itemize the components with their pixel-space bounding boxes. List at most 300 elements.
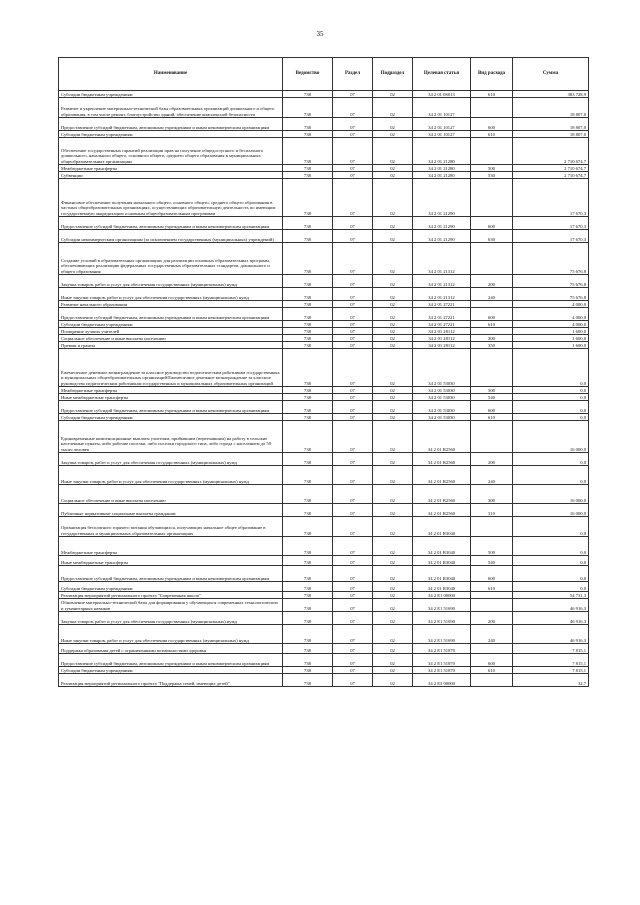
cell-section: 07	[333, 394, 373, 401]
table-row	[59, 485, 589, 504]
cell-subsection: 02	[373, 387, 413, 394]
cell-target-article: 34 2 E1 00000	[413, 592, 471, 599]
cell-section: 07	[333, 179, 373, 217]
cell-name: Субсидии бюджетным учреждениям	[59, 321, 283, 328]
budget-table	[58, 57, 589, 687]
cell-target-article: 34 2 01 R3040	[413, 517, 471, 537]
header-amount: Сумма	[513, 58, 589, 91]
cell-amount: 0,0	[513, 582, 589, 592]
cell-name: Закупка товаров, работ и услуг для обеспечения государственных (муниципальных) нужд	[59, 275, 283, 288]
cell-expense-type	[471, 98, 513, 118]
cell-department: 738	[283, 566, 333, 582]
cell-target-article: 34 2 01 R3040	[413, 566, 471, 582]
cell-subsection: 02	[373, 349, 413, 387]
cell-amount: 383 728,9	[513, 91, 589, 98]
cell-amount: 46 916,3	[513, 612, 589, 625]
header-expense-type: Вид расхода	[471, 58, 513, 91]
cell-target-article: 34 2 01 R2560	[413, 453, 471, 466]
cell-subsection: 02	[373, 537, 413, 556]
cell-department: 738	[283, 421, 333, 453]
cell-name: Организация бесплатного горячего питания обучающихся, получающих начальное общее образование в государственных и муниципальных образовательных организациях	[59, 517, 283, 537]
cell-department: 738	[283, 335, 333, 342]
table-row	[59, 243, 589, 275]
cell-amount: 7 815,1	[513, 644, 589, 654]
cell-name: Премии и гранты	[59, 342, 283, 349]
cell-target-article: 34 2 E1 51870	[413, 654, 471, 667]
cell-name: Субсидии бюджетным учреждениям	[59, 667, 283, 674]
cell-expense-type: 610	[471, 131, 513, 138]
cell-amount: 0,0	[513, 537, 589, 556]
cell-amount: 2 710 674,7	[513, 172, 589, 179]
header-department: Ведомство	[283, 58, 333, 91]
cell-section: 07	[333, 387, 373, 394]
cell-name: Публичные нормативные социальные выплаты гражданам	[59, 504, 283, 517]
cell-expense-type	[471, 349, 513, 387]
cell-target-article: 34 2 01 10127	[413, 118, 471, 131]
table-row	[59, 599, 589, 612]
cell-department: 738	[283, 387, 333, 394]
table-row	[59, 644, 589, 654]
cell-department: 738	[283, 504, 333, 517]
cell-expense-type	[471, 138, 513, 165]
cell-amount: 75 676,8	[513, 275, 589, 288]
cell-name: Иные межбюджетные трансферты	[59, 556, 283, 566]
cell-department: 738	[283, 230, 333, 243]
cell-section: 07	[333, 453, 373, 466]
cell-department: 738	[283, 308, 333, 321]
cell-name: Предоставление субсидий бюджетным, автономным учреждениям и иным некоммерческим организациям	[59, 654, 283, 667]
table-row	[59, 328, 589, 335]
cell-subsection: 02	[373, 288, 413, 301]
cell-section: 07	[333, 421, 373, 453]
cell-section: 07	[333, 644, 373, 654]
cell-amount: 0,0	[513, 414, 589, 421]
cell-expense-type: 240	[471, 466, 513, 485]
cell-department: 738	[283, 625, 333, 644]
cell-department: 738	[283, 342, 333, 349]
table-row	[59, 275, 589, 288]
cell-amount: 46 916,3	[513, 625, 589, 644]
cell-department: 738	[283, 394, 333, 401]
cell-subsection: 02	[373, 91, 413, 98]
cell-section: 07	[333, 414, 373, 421]
cell-expense-type: 600	[471, 308, 513, 321]
cell-section: 07	[333, 537, 373, 556]
cell-expense-type: 500	[471, 165, 513, 172]
cell-expense-type	[471, 243, 513, 275]
cell-expense-type: 350	[471, 342, 513, 349]
table-row	[59, 118, 589, 131]
cell-section: 07	[333, 165, 373, 172]
cell-name: Субвенции	[59, 172, 283, 179]
cell-name: Межбюджетные трансферты	[59, 165, 283, 172]
cell-amount: 32,7	[513, 674, 589, 687]
table-row	[59, 321, 589, 328]
table-row	[59, 582, 589, 592]
table-row	[59, 91, 589, 98]
cell-subsection: 02	[373, 453, 413, 466]
table-row	[59, 517, 589, 537]
cell-name: Предоставление субсидий бюджетным, автономным учреждениям и иным некоммерческим организациям	[59, 566, 283, 582]
table-row	[59, 466, 589, 485]
cell-target-article: 34 2 01 27221	[413, 308, 471, 321]
cell-department: 738	[283, 118, 333, 131]
cell-expense-type: 500	[471, 387, 513, 394]
cell-expense-type: 610	[471, 321, 513, 328]
cell-section: 07	[333, 401, 373, 414]
table-row	[59, 453, 589, 466]
cell-section: 07	[333, 328, 373, 335]
cell-subsection: 02	[373, 414, 413, 421]
cell-section: 07	[333, 217, 373, 230]
cell-name: Финансовое обеспечение получения начального общего, основного общего, среднего общего образования в частных общеобразовательных организациях, осуществляющих образовательную деятельность по имеющим государственную аккредитацию основным общеобразовательным программам	[59, 179, 283, 217]
table-body	[59, 91, 589, 687]
cell-subsection: 02	[373, 172, 413, 179]
cell-section: 07	[333, 599, 373, 612]
table-row	[59, 556, 589, 566]
table-row	[59, 654, 589, 667]
cell-section: 07	[333, 131, 373, 138]
cell-name: Иные межбюджетные трансферты	[59, 394, 283, 401]
cell-expense-type: 610	[471, 582, 513, 592]
cell-amount: 0,0	[513, 453, 589, 466]
cell-subsection: 02	[373, 566, 413, 582]
cell-expense-type: 300	[471, 485, 513, 504]
cell-amount: 2 710 674,7	[513, 138, 589, 165]
cell-target-article: 34 2 01 27221	[413, 301, 471, 308]
cell-target-article: 34 2 01 28112	[413, 335, 471, 342]
cell-department: 738	[283, 466, 333, 485]
cell-department: 738	[283, 172, 333, 179]
cell-department: 738	[283, 217, 333, 230]
cell-target-article: 34 2 E1 51690	[413, 599, 471, 612]
cell-expense-type	[471, 328, 513, 335]
cell-expense-type	[471, 644, 513, 654]
cell-subsection: 02	[373, 308, 413, 321]
cell-amount: 0,0	[513, 401, 589, 414]
cell-expense-type: 540	[471, 394, 513, 401]
cell-expense-type	[471, 301, 513, 308]
cell-expense-type	[471, 179, 513, 217]
cell-section: 07	[333, 566, 373, 582]
cell-department: 738	[283, 349, 333, 387]
cell-target-article: 34 2 01 53030	[413, 387, 471, 394]
cell-department: 738	[283, 243, 333, 275]
cell-target-article: 34 2 01 53030	[413, 349, 471, 387]
cell-target-article: 34 2 01 R3040	[413, 556, 471, 566]
cell-subsection: 02	[373, 485, 413, 504]
table-row	[59, 172, 589, 179]
cell-amount: 0,0	[513, 566, 589, 582]
cell-department: 738	[283, 644, 333, 654]
cell-subsection: 02	[373, 321, 413, 328]
cell-target-article: 34 2 01 R2560	[413, 485, 471, 504]
cell-subsection: 02	[373, 335, 413, 342]
cell-target-article: 34 2 01 21290	[413, 217, 471, 230]
cell-amount: 54 731,3	[513, 592, 589, 599]
cell-section: 07	[333, 172, 373, 179]
cell-department: 738	[283, 131, 333, 138]
cell-amount: 7 815,1	[513, 667, 589, 674]
cell-section: 07	[333, 98, 373, 118]
cell-section: 07	[333, 582, 373, 592]
cell-target-article: 34 2 01 53030	[413, 394, 471, 401]
table-row	[59, 421, 589, 453]
cell-section: 07	[333, 230, 373, 243]
cell-target-article: 34 2 01 21280	[413, 172, 471, 179]
cell-section: 07	[333, 275, 373, 288]
cell-subsection: 02	[373, 131, 413, 138]
cell-amount: 16 000,0	[513, 504, 589, 517]
cell-section: 07	[333, 592, 373, 599]
cell-subsection: 02	[373, 179, 413, 217]
cell-subsection: 02	[373, 394, 413, 401]
cell-expense-type: 600	[471, 217, 513, 230]
cell-expense-type: 310	[471, 504, 513, 517]
table-row	[59, 301, 589, 308]
cell-department: 738	[283, 179, 333, 217]
cell-expense-type: 540	[471, 556, 513, 566]
cell-department: 738	[283, 414, 333, 421]
cell-amount: 17 670,3	[513, 179, 589, 217]
cell-expense-type: 600	[471, 118, 513, 131]
table-row	[59, 138, 589, 165]
table-row	[59, 308, 589, 321]
cell-department: 738	[283, 138, 333, 165]
cell-name: Единовременные компенсационные выплаты учителям, прибывшим (переехавшим) на работу в сельские населенные пункты, либо рабочие поселки, либо поселки городского типа, либо города с населением до 50 тысяч человек	[59, 421, 283, 453]
cell-name: Иные закупки товаров, работ и услуг для обеспечения государственных (муниципальных) нужд	[59, 288, 283, 301]
cell-expense-type	[471, 517, 513, 537]
cell-amount: 4 000,0	[513, 308, 589, 321]
cell-subsection: 02	[373, 466, 413, 485]
cell-target-article: 34 2 E1 51870	[413, 667, 471, 674]
cell-target-article: 34 2 01 10127	[413, 131, 471, 138]
cell-subsection: 02	[373, 556, 413, 566]
table-row	[59, 667, 589, 674]
cell-subsection: 02	[373, 165, 413, 172]
cell-section: 07	[333, 349, 373, 387]
table-row	[59, 414, 589, 421]
cell-section: 07	[333, 321, 373, 328]
table-row	[59, 98, 589, 118]
cell-name: Развитие начального образования	[59, 301, 283, 308]
cell-subsection: 02	[373, 612, 413, 625]
cell-section: 07	[333, 288, 373, 301]
cell-department: 738	[283, 517, 333, 537]
cell-name: Предоставление субсидий бюджетным, автономным учреждениям и иным некоммерческим организациям	[59, 118, 283, 131]
table-row	[59, 230, 589, 243]
cell-target-article: 34 2 01 R3040	[413, 537, 471, 556]
cell-amount: 7 815,1	[513, 654, 589, 667]
cell-target-article: 34 2 01 53030	[413, 414, 471, 421]
cell-amount: 0,0	[513, 517, 589, 537]
cell-name: Реализация мероприятий регионального проекта "Современная школа"	[59, 592, 283, 599]
table-row	[59, 674, 589, 687]
cell-target-article: 34 2 E1 51690	[413, 612, 471, 625]
cell-amount: 75 676,8	[513, 288, 589, 301]
cell-target-article: 34 2 01 28112	[413, 342, 471, 349]
cell-name: Поощрение лучших учителей	[59, 328, 283, 335]
cell-expense-type: 610	[471, 91, 513, 98]
cell-expense-type: 240	[471, 288, 513, 301]
cell-target-article: 34 2 01 10127	[413, 98, 471, 118]
cell-department: 738	[283, 321, 333, 328]
cell-name: Субсидии бюджетным учреждениям	[59, 582, 283, 592]
cell-amount: 0,0	[513, 556, 589, 566]
cell-expense-type: 500	[471, 537, 513, 556]
cell-expense-type	[471, 674, 513, 687]
cell-subsection: 02	[373, 625, 413, 644]
cell-section: 07	[333, 118, 373, 131]
cell-name: Иные закупки товаров, работ и услуг для обеспечения государственных (муниципальных) нужд	[59, 625, 283, 644]
cell-department: 738	[283, 453, 333, 466]
cell-target-article: 34 2 01 0S013	[413, 91, 471, 98]
cell-expense-type: 610	[471, 414, 513, 421]
cell-amount: 17 670,3	[513, 230, 589, 243]
cell-subsection: 02	[373, 275, 413, 288]
cell-name: Обеспечение государственных гарантий реализации прав на получение общедоступного и бесплатного дошкольного, начального общего, основного общего, среднего общего образования в муниципальных общеобразовательных организациях	[59, 138, 283, 165]
cell-section: 07	[333, 485, 373, 504]
table-row	[59, 349, 589, 387]
cell-department: 738	[283, 328, 333, 335]
cell-section: 07	[333, 91, 373, 98]
cell-department: 738	[283, 91, 333, 98]
cell-department: 738	[283, 654, 333, 667]
cell-section: 07	[333, 612, 373, 625]
cell-amount: 18 807,0	[513, 98, 589, 118]
cell-target-article: 34 2 01 R2560	[413, 504, 471, 517]
cell-target-article: 34 2 E3 00000	[413, 674, 471, 687]
cell-department: 738	[283, 537, 333, 556]
cell-target-article: 34 2 01 27221	[413, 321, 471, 328]
cell-department: 738	[283, 612, 333, 625]
table-row	[59, 165, 589, 172]
cell-expense-type: 600	[471, 654, 513, 667]
table-row	[59, 537, 589, 556]
table-row	[59, 401, 589, 414]
cell-subsection: 02	[373, 118, 413, 131]
cell-amount: 16 000,0	[513, 421, 589, 453]
cell-amount: 46 916,3	[513, 599, 589, 612]
cell-department: 738	[283, 556, 333, 566]
cell-expense-type: 610	[471, 667, 513, 674]
header-name: Наименование	[59, 58, 283, 91]
cell-section: 07	[333, 556, 373, 566]
cell-target-article: 34 2 E1 51870	[413, 644, 471, 654]
cell-amount: 16 000,0	[513, 485, 589, 504]
cell-name: Закупка товаров, работ и услуг для обеспечения государственных (муниципальных) нужд	[59, 453, 283, 466]
cell-subsection: 02	[373, 667, 413, 674]
cell-name: Межбюджетные трансферты	[59, 537, 283, 556]
cell-name: Субсидии бюджетным учреждениям	[59, 414, 283, 421]
cell-target-article: 34 2 01 21290	[413, 179, 471, 217]
header-section: Раздел	[333, 58, 373, 91]
cell-subsection: 02	[373, 421, 413, 453]
cell-amount: 0,0	[513, 349, 589, 387]
table-row	[59, 387, 589, 394]
cell-amount: 18 807,0	[513, 118, 589, 131]
cell-amount: 75 676,8	[513, 243, 589, 275]
cell-department: 738	[283, 592, 333, 599]
cell-subsection: 02	[373, 504, 413, 517]
cell-subsection: 02	[373, 98, 413, 118]
cell-department: 738	[283, 485, 333, 504]
cell-subsection: 02	[373, 674, 413, 687]
cell-section: 07	[333, 674, 373, 687]
cell-name: Обновление материально-технической базы для формирования у обучающихся современных технологических и гуманитарных навыков	[59, 599, 283, 612]
cell-subsection: 02	[373, 582, 413, 592]
cell-amount: 1 600,0	[513, 328, 589, 335]
cell-amount: 1 600,0	[513, 342, 589, 349]
table-row	[59, 335, 589, 342]
table-row	[59, 394, 589, 401]
cell-subsection: 02	[373, 230, 413, 243]
cell-department: 738	[283, 288, 333, 301]
cell-subsection: 02	[373, 517, 413, 537]
cell-amount: 17 670,3	[513, 217, 589, 230]
cell-amount: 4 000,0	[513, 301, 589, 308]
table-row	[59, 592, 589, 599]
table-row	[59, 342, 589, 349]
cell-amount: 0,0	[513, 394, 589, 401]
cell-department: 738	[283, 275, 333, 288]
cell-subsection: 02	[373, 599, 413, 612]
cell-target-article: 34 2 01 21312	[413, 243, 471, 275]
cell-amount: 0,0	[513, 387, 589, 394]
cell-name: Субсидии некоммерческим организациям (за исключением государственных (муниципальных) учреждений)	[59, 230, 283, 243]
cell-name: Субсидии бюджетным учреждениям	[59, 91, 283, 98]
cell-target-article: 34 2 E1 51690	[413, 625, 471, 644]
cell-name: Поддержка образования детей с ограниченными возможностями здоровья	[59, 644, 283, 654]
cell-name: Предоставление субсидий бюджетным, автономным учреждениям и иным некоммерческим организациям	[59, 308, 283, 321]
cell-target-article: 34 2 01 21280	[413, 165, 471, 172]
cell-section: 07	[333, 517, 373, 537]
cell-name: Социальное обеспечение и иные выплаты населению	[59, 335, 283, 342]
cell-expense-type: 600	[471, 566, 513, 582]
cell-department: 738	[283, 599, 333, 612]
cell-name: Реализация мероприятий регионального проекта "Поддержка семей, имеющих детей"	[59, 674, 283, 687]
cell-section: 07	[333, 342, 373, 349]
table-row	[59, 131, 589, 138]
cell-department: 738	[283, 582, 333, 592]
table-row	[59, 217, 589, 230]
cell-section: 07	[333, 243, 373, 275]
cell-department: 738	[283, 667, 333, 674]
cell-expense-type	[471, 421, 513, 453]
cell-amount: 4 000,0	[513, 321, 589, 328]
cell-section: 07	[333, 308, 373, 321]
cell-name: Закупка товаров, работ и услуг для обеспечения государственных (муниципальных) нужд	[59, 612, 283, 625]
cell-subsection: 02	[373, 401, 413, 414]
cell-expense-type: 600	[471, 401, 513, 414]
table-row	[59, 179, 589, 217]
cell-section: 07	[333, 504, 373, 517]
cell-target-article: 34 2 01 R2560	[413, 421, 471, 453]
cell-amount: 0,0	[513, 466, 589, 485]
cell-subsection: 02	[373, 217, 413, 230]
cell-target-article: 34 2 01 53030	[413, 401, 471, 414]
cell-expense-type: 300	[471, 335, 513, 342]
cell-expense-type: 200	[471, 612, 513, 625]
cell-subsection: 02	[373, 592, 413, 599]
cell-department: 738	[283, 674, 333, 687]
cell-section: 07	[333, 625, 373, 644]
cell-subsection: 02	[373, 243, 413, 275]
cell-expense-type: 200	[471, 275, 513, 288]
table-row	[59, 566, 589, 582]
cell-subsection: 02	[373, 644, 413, 654]
cell-target-article: 34 2 01 21312	[413, 288, 471, 301]
